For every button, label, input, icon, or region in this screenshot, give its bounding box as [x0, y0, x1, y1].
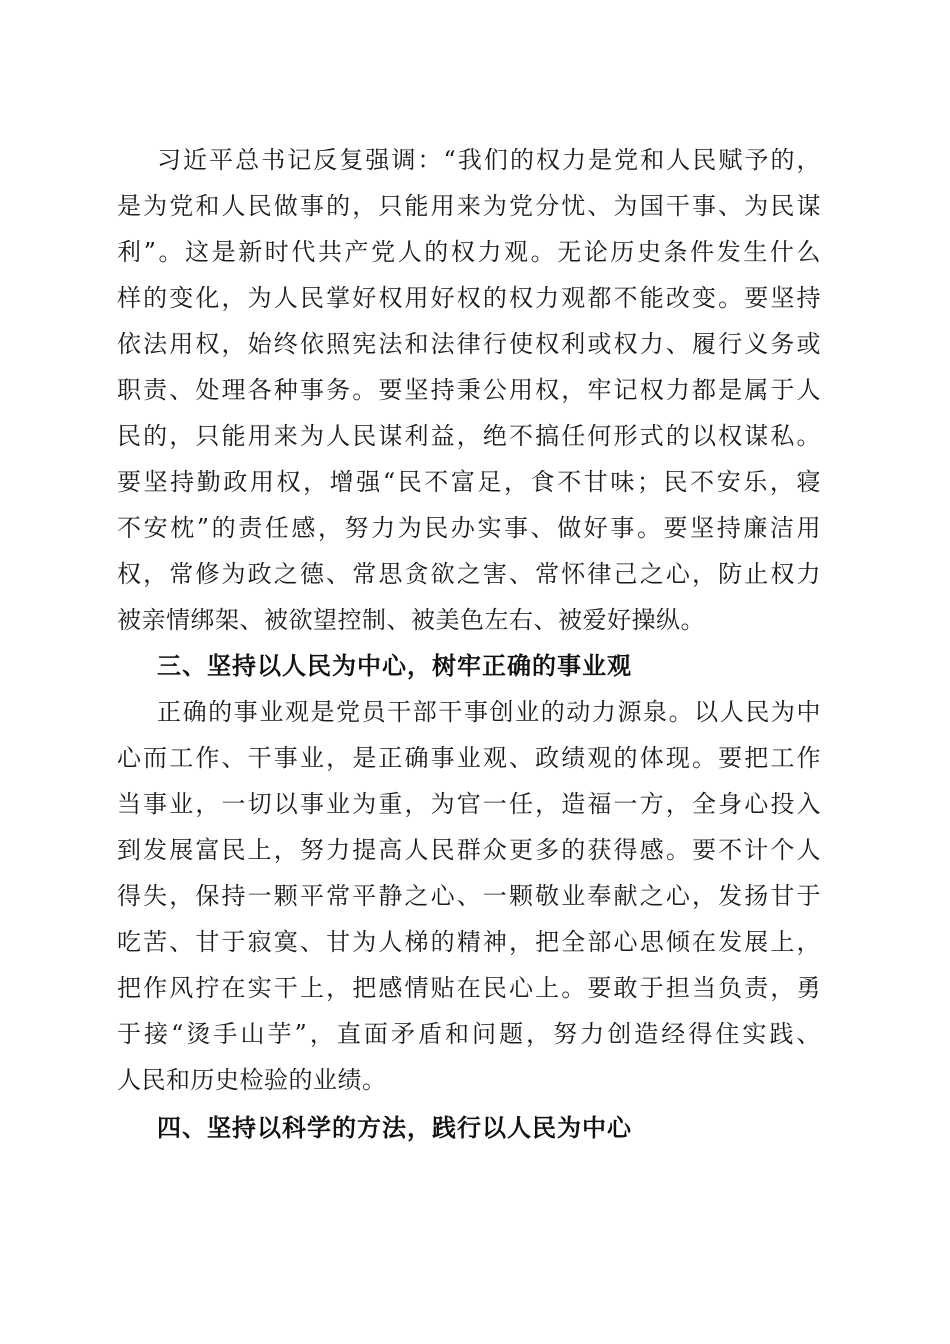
paragraph-1-line-10: 权，常修为政之德、常思贪欲之害、常怀律己之心，防止权力: [117, 560, 821, 588]
paragraph-1-line-3: 利”。这是新时代共产党人的权力观。无论历史条件发生什么: [117, 238, 821, 266]
paragraph-1-line-4: 样的变化，为人民掌好权用好权的权力观都不能改变。要坚持: [117, 284, 821, 312]
paragraph-1-line-8: 要坚持勤政用权，增强“民不富足，食不甘味；民不安乐，寝: [117, 468, 821, 496]
paragraph-1-line-6: 职责、处理各种事务。要坚持秉公用权，牢记权力都是属于人: [117, 376, 821, 404]
paragraph-2-line-2: 心而工作、干事业，是正确事业观、政绩观的体现。要把工作: [117, 744, 821, 772]
paragraph-1-line-5: 依法用权，始终依照宪法和法律行使权利或权力、履行义务或: [117, 330, 821, 358]
paragraph-2-line-9: 人民和历史检验的业绩。: [117, 1066, 387, 1094]
paragraph-2-line-3: 当事业，一切以事业为重，为官一任，造福一方，全身心投入: [117, 790, 821, 818]
section-heading-3: 三、坚持以人民为中心，树牢正确的事业观: [157, 652, 632, 680]
paragraph-1-line-11: 被亲情绑架、被欲望控制、被美色左右、被爱好操纵。: [117, 606, 705, 634]
section-heading-4: 四、坚持以科学的方法，践行以人民为中心: [157, 1114, 632, 1142]
paragraph-1-line-2: 是为党和人民做事的，只能用来为党分忧、为国干事、为民谋: [117, 192, 821, 220]
paragraph-2-line-5: 得失，保持一颗平常平静之心、一颗敬业奉献之心，发扬甘于: [117, 882, 821, 910]
paragraph-1-line-7: 民的，只能用来为人民谋利益，绝不搞任何形式的以权谋私。: [117, 422, 821, 450]
paragraph-2-line-8: 于接“烫手山芋”，直面矛盾和问题，努力创造经得住实践、: [117, 1020, 821, 1048]
paragraph-1-line-1: 习近平总书记反复强调：“我们的权力是党和人民赋予的，: [157, 146, 821, 174]
paragraph-2-line-6: 吃苦、甘于寂寞、甘为人梯的精神，把全部心思倾在发展上，: [117, 928, 821, 956]
paragraph-2-line-4: 到发展富民上，努力提高人民群众更多的获得感。要不计个人: [117, 836, 821, 864]
paragraph-2-line-7: 把作风拧在实干上，把感情贴在民心上。要敢于担当负责，勇: [117, 974, 821, 1002]
paragraph-1-line-9: 不安枕”的责任感，努力为民办实事、做好事。要坚持廉洁用: [117, 514, 821, 542]
paragraph-2-line-1: 正确的事业观是党员干部干事创业的动力源泉。以人民为中: [157, 698, 821, 726]
